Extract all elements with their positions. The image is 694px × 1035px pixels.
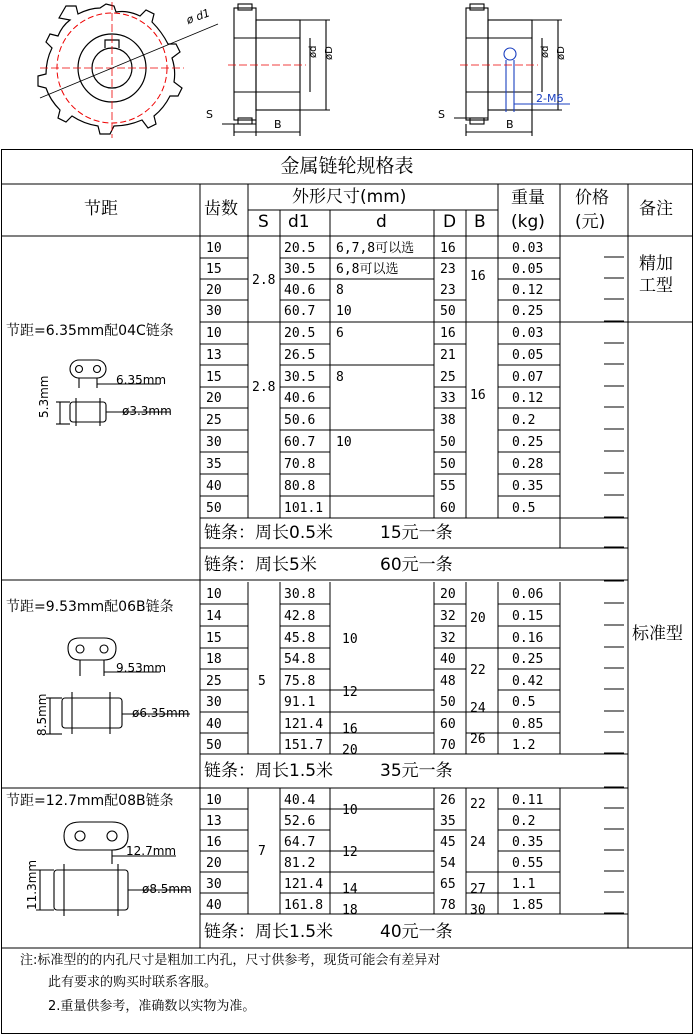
g04c-row-11-z: 40 <box>206 479 222 494</box>
note-2: 2.重量供参考，准确数以实物为准。 <box>48 999 256 1014</box>
b-06b-0: 20 <box>470 611 486 626</box>
g04c-row-2-d: 8 <box>336 283 344 298</box>
g04c-row-6-d: 8 <box>336 370 344 385</box>
s-label-a: S <box>206 108 213 121</box>
s-value-04c: 2.8 <box>252 380 276 395</box>
g08b-row-2-w: 0.35 <box>512 835 544 850</box>
g06b-row-4-z: 25 <box>206 674 222 689</box>
g06b-row-0-D: 20 <box>440 587 456 602</box>
g04c-row-6-z: 15 <box>206 370 222 385</box>
d-08b-0: 10 <box>342 803 358 818</box>
pitch-label-08b: 节距=12.7mm配08B链条 <box>6 793 174 809</box>
g08b-row-4-w: 1.1 <box>512 877 536 892</box>
chain-04c-b: 链条：周长5米 <box>204 555 317 575</box>
g04c-row-4-D: 16 <box>440 326 456 341</box>
g04c-row-3-d1: 60.7 <box>284 304 316 319</box>
g06b-row-7-D: 70 <box>440 738 456 753</box>
g04c-row-2-z: 20 <box>206 283 222 298</box>
g08b-row-1-D: 35 <box>440 814 456 829</box>
chain-08b: 链条：周长1.5米 <box>204 922 334 942</box>
g08b-row-0-D: 26 <box>440 793 456 808</box>
g04c-row-11-w: 0.35 <box>512 479 544 494</box>
g06b-row-4-d1: 75.8 <box>284 674 316 689</box>
table-title: 金属链轮规格表 <box>280 155 414 177</box>
chain-04c-a: 链条：周长0.5米 <box>204 523 334 543</box>
g06b-row-0-w: 0.06 <box>512 587 544 602</box>
g04c-row-3-D: 50 <box>440 304 456 319</box>
g04c-row-8-z: 25 <box>206 413 222 428</box>
remark-fine-2: 工型 <box>639 276 673 296</box>
g06b-row-6-z: 40 <box>206 717 222 732</box>
g06b-row-6-w: 0.85 <box>512 717 544 732</box>
chain-04c-b-price: 60元一条 <box>380 555 453 575</box>
g04c-row-12-d1: 101.1 <box>284 501 324 516</box>
g04c-row-7-d1: 40.6 <box>284 391 316 406</box>
g06b-row-1-z: 14 <box>206 609 222 624</box>
g04c-row-7-w: 0.12 <box>512 391 544 406</box>
header-weight: 重量 <box>511 188 545 208</box>
g06b-row-4-D: 48 <box>440 674 456 689</box>
b-label-a: B <box>274 118 282 131</box>
g06b-row-2-z: 15 <box>206 631 222 646</box>
g04c-row-10-z: 35 <box>206 457 222 472</box>
g06b-row-6-D: 60 <box>440 717 456 732</box>
chain-dia-08b: ø8.5mm <box>142 882 192 896</box>
b-08b-1: 24 <box>470 835 486 850</box>
remark-fine-1: 精加 <box>639 254 673 274</box>
g06b-row-1-d1: 42.8 <box>284 609 316 624</box>
note-1a: 注:标准型的的内孔尺寸是粗加工内孔，尺寸供参考，现货可能会有差异对 <box>20 953 441 968</box>
b-08b-2: 27 <box>470 882 486 897</box>
screw-label: 2-M6 <box>536 92 564 105</box>
header-price-unit: (元) <box>575 212 606 232</box>
g04c-row-10-D: 50 <box>440 457 456 472</box>
chain-height-04c: 5.3mm <box>37 375 51 418</box>
s-value-06b: 5 <box>258 674 266 689</box>
g06b-row-5-D: 50 <box>440 695 456 710</box>
chain-dia-04c: ø3.3mm <box>122 404 172 418</box>
g06b-row-7-z: 50 <box>206 738 222 753</box>
g06b-row-1-D: 32 <box>440 609 456 624</box>
g08b-row-1-w: 0.2 <box>512 814 536 829</box>
b-08b-0: 22 <box>470 797 486 812</box>
g06b-row-1-w: 0.15 <box>512 609 544 624</box>
g06b-row-2-d1: 45.8 <box>284 631 316 646</box>
g04c-row-2-D: 23 <box>440 283 456 298</box>
g06b-row-2-D: 32 <box>440 631 456 646</box>
b-06b-3: 26 <box>470 732 486 747</box>
header-s: S <box>258 212 269 232</box>
sprocket-side-view-a <box>206 4 335 136</box>
g04c-row-4-z: 10 <box>206 326 222 341</box>
g06b-row-0-d1: 30.8 <box>284 587 316 602</box>
g04c-row-4-d1: 20.5 <box>284 326 316 341</box>
chain-height-06b: 8.5mm <box>35 693 49 736</box>
d-06b-0: 10 <box>342 632 358 647</box>
g08b-row-4-d1: 121.4 <box>284 877 324 892</box>
chain-pitch-04c: 6.35mm <box>116 373 167 387</box>
chain-06b-price: 35元一条 <box>380 761 453 781</box>
g06b-row-3-D: 40 <box>440 652 456 667</box>
g06b-row-3-w: 0.25 <box>512 652 544 667</box>
g04c-row-2-d1: 40.6 <box>284 283 316 298</box>
g08b-row-2-D: 45 <box>440 835 456 850</box>
g06b-row-7-w: 1.2 <box>512 738 536 753</box>
g06b-row-4-w: 0.42 <box>512 674 544 689</box>
g08b-row-2-d1: 64.7 <box>284 835 316 850</box>
g04c-row-8-D: 38 <box>440 413 456 428</box>
header-B: B <box>474 212 486 232</box>
b-label-b: B <box>506 118 514 131</box>
g04c-row-9-d1: 60.7 <box>284 435 316 450</box>
g08b-row-3-d1: 81.2 <box>284 856 316 871</box>
b-08b-3: 30 <box>470 903 486 918</box>
pitch-label-04c: 节距=6.35mm配04C链条 <box>6 323 174 339</box>
header-pitch: 节距 <box>84 199 118 219</box>
b-value-fine: 16 <box>470 269 486 284</box>
g08b-row-5-w: 1.85 <box>512 898 544 913</box>
g08b-row-3-w: 0.55 <box>512 856 544 871</box>
g04c-row-12-w: 0.5 <box>512 501 536 516</box>
chain-dia-06b: ø6.35mm <box>132 706 190 720</box>
g04c-row-11-D: 55 <box>440 479 456 494</box>
header-dims: 外形尺寸(mm) <box>292 187 407 207</box>
b-06b-2: 24 <box>470 701 486 716</box>
D-label-b: øD <box>556 46 567 60</box>
g08b-row-4-D: 65 <box>440 877 456 892</box>
s-value-fine: 2.8 <box>252 273 276 288</box>
g08b-row-3-D: 54 <box>440 856 456 871</box>
g08b-row-0-z: 10 <box>206 793 222 808</box>
g04c-row-0-d: 6,7,8可以选 <box>336 241 415 256</box>
g04c-row-2-w: 0.12 <box>512 283 544 298</box>
g04c-row-1-d1: 30.5 <box>284 262 316 277</box>
g04c-row-5-d1: 26.5 <box>284 348 316 363</box>
g06b-row-5-w: 0.5 <box>512 695 536 710</box>
g08b-row-3-z: 20 <box>206 856 222 871</box>
d-08b-2: 14 <box>342 882 358 897</box>
chain-pitch-08b: 12.7mm <box>126 844 177 858</box>
d-08b-3: 18 <box>342 903 358 918</box>
od1-label: ø d1 <box>184 6 212 27</box>
g06b-row-2-w: 0.16 <box>512 631 544 646</box>
g08b-row-0-w: 0.11 <box>512 793 544 808</box>
g04c-row-8-d1: 50.6 <box>284 413 316 428</box>
g04c-row-1-d: 6,8可以选 <box>336 262 399 277</box>
header-d: d <box>376 212 387 232</box>
sprocket-side-view-b <box>438 4 570 136</box>
g04c-row-9-z: 30 <box>206 435 222 450</box>
g04c-row-5-D: 21 <box>440 348 456 363</box>
header-price: 价格 <box>575 188 609 208</box>
g04c-row-1-D: 23 <box>440 262 456 277</box>
g04c-row-10-w: 0.28 <box>512 457 544 472</box>
chain-illustration-08b <box>36 822 190 916</box>
g06b-row-3-d1: 54.8 <box>284 652 316 667</box>
g04c-row-12-z: 50 <box>206 501 222 516</box>
g04c-row-0-w: 0.03 <box>512 241 544 256</box>
g04c-row-5-z: 13 <box>206 348 222 363</box>
D-label-a: øD <box>324 46 335 60</box>
remark-std: 标准型 <box>632 624 683 644</box>
g04c-row-3-w: 0.25 <box>512 304 544 319</box>
header-remark: 备注 <box>639 199 673 219</box>
d-06b-2: 16 <box>342 722 358 737</box>
g04c-row-12-D: 60 <box>440 501 456 516</box>
g04c-row-6-D: 25 <box>440 370 456 385</box>
g04c-row-5-w: 0.05 <box>512 348 544 363</box>
g06b-row-5-d1: 91.1 <box>284 695 316 710</box>
d-label-a: ød <box>308 45 319 58</box>
g04c-row-0-z: 10 <box>206 241 222 256</box>
g04c-row-7-z: 20 <box>206 391 222 406</box>
g08b-row-5-z: 40 <box>206 898 222 913</box>
g06b-row-7-d1: 151.7 <box>284 738 324 753</box>
g08b-row-4-z: 30 <box>206 877 222 892</box>
g08b-row-5-d1: 161.8 <box>284 898 324 913</box>
s-label-b: S <box>438 108 445 121</box>
g04c-row-3-z: 30 <box>206 304 222 319</box>
chain-pitch-06b: 9.53mm <box>116 661 167 675</box>
g04c-row-3-d: 10 <box>336 304 352 319</box>
g04c-row-8-w: 0.2 <box>512 413 536 428</box>
g04c-row-6-d1: 30.5 <box>284 370 316 385</box>
g04c-row-9-D: 50 <box>440 435 456 450</box>
note-1b: 此有要求的购买时联系客服。 <box>48 975 218 990</box>
chain-04c-a-price: 15元一条 <box>380 523 453 543</box>
g06b-row-5-z: 30 <box>206 695 222 710</box>
g06b-row-6-d1: 121.4 <box>284 717 324 732</box>
g04c-row-0-d1: 20.5 <box>284 241 316 256</box>
chain-06b: 链条：周长1.5米 <box>204 761 334 781</box>
header-d1: d1 <box>288 212 310 232</box>
sprocket-spec-table <box>0 148 694 1035</box>
d-06b-1: 12 <box>342 685 358 700</box>
g04c-row-9-d: 10 <box>336 435 352 450</box>
technical-drawings <box>0 0 694 148</box>
g04c-row-1-z: 15 <box>206 262 222 277</box>
g08b-row-5-D: 78 <box>440 898 456 913</box>
g06b-row-0-z: 10 <box>206 587 222 602</box>
g04c-row-7-D: 33 <box>440 391 456 406</box>
s-value-08b: 7 <box>258 844 266 859</box>
header-weight-unit: (kg) <box>511 212 545 232</box>
b-value-04c: 16 <box>470 388 486 403</box>
g04c-row-4-w: 0.03 <box>512 326 544 341</box>
sprocket-front-view <box>38 2 218 138</box>
g04c-row-0-D: 16 <box>440 241 456 256</box>
g08b-row-0-d1: 40.4 <box>284 793 316 808</box>
g04c-row-6-w: 0.07 <box>512 370 544 385</box>
b-06b-1: 22 <box>470 663 486 678</box>
d-06b-3: 20 <box>342 743 358 758</box>
g08b-row-2-z: 16 <box>206 835 222 850</box>
g04c-row-10-d1: 70.8 <box>284 457 316 472</box>
g04c-row-11-d1: 80.8 <box>284 479 316 494</box>
header-D: D <box>443 212 457 232</box>
g06b-row-3-z: 18 <box>206 652 222 667</box>
g04c-row-9-w: 0.25 <box>512 435 544 450</box>
header-teeth: 齿数 <box>204 199 238 219</box>
pitch-label-06b: 节距=9.53mm配06B链条 <box>6 599 174 615</box>
d-label-b: ød <box>540 45 551 58</box>
g04c-row-1-w: 0.05 <box>512 262 544 277</box>
g08b-row-1-z: 13 <box>206 814 222 829</box>
g08b-row-1-d1: 52.6 <box>284 814 316 829</box>
chain-height-08b: 11.3mm <box>25 859 39 910</box>
table-grid <box>0 148 694 1035</box>
d-08b-1: 12 <box>342 845 358 860</box>
chain-08b-price: 40元一条 <box>380 922 453 942</box>
g04c-row-4-d: 6 <box>336 326 344 341</box>
